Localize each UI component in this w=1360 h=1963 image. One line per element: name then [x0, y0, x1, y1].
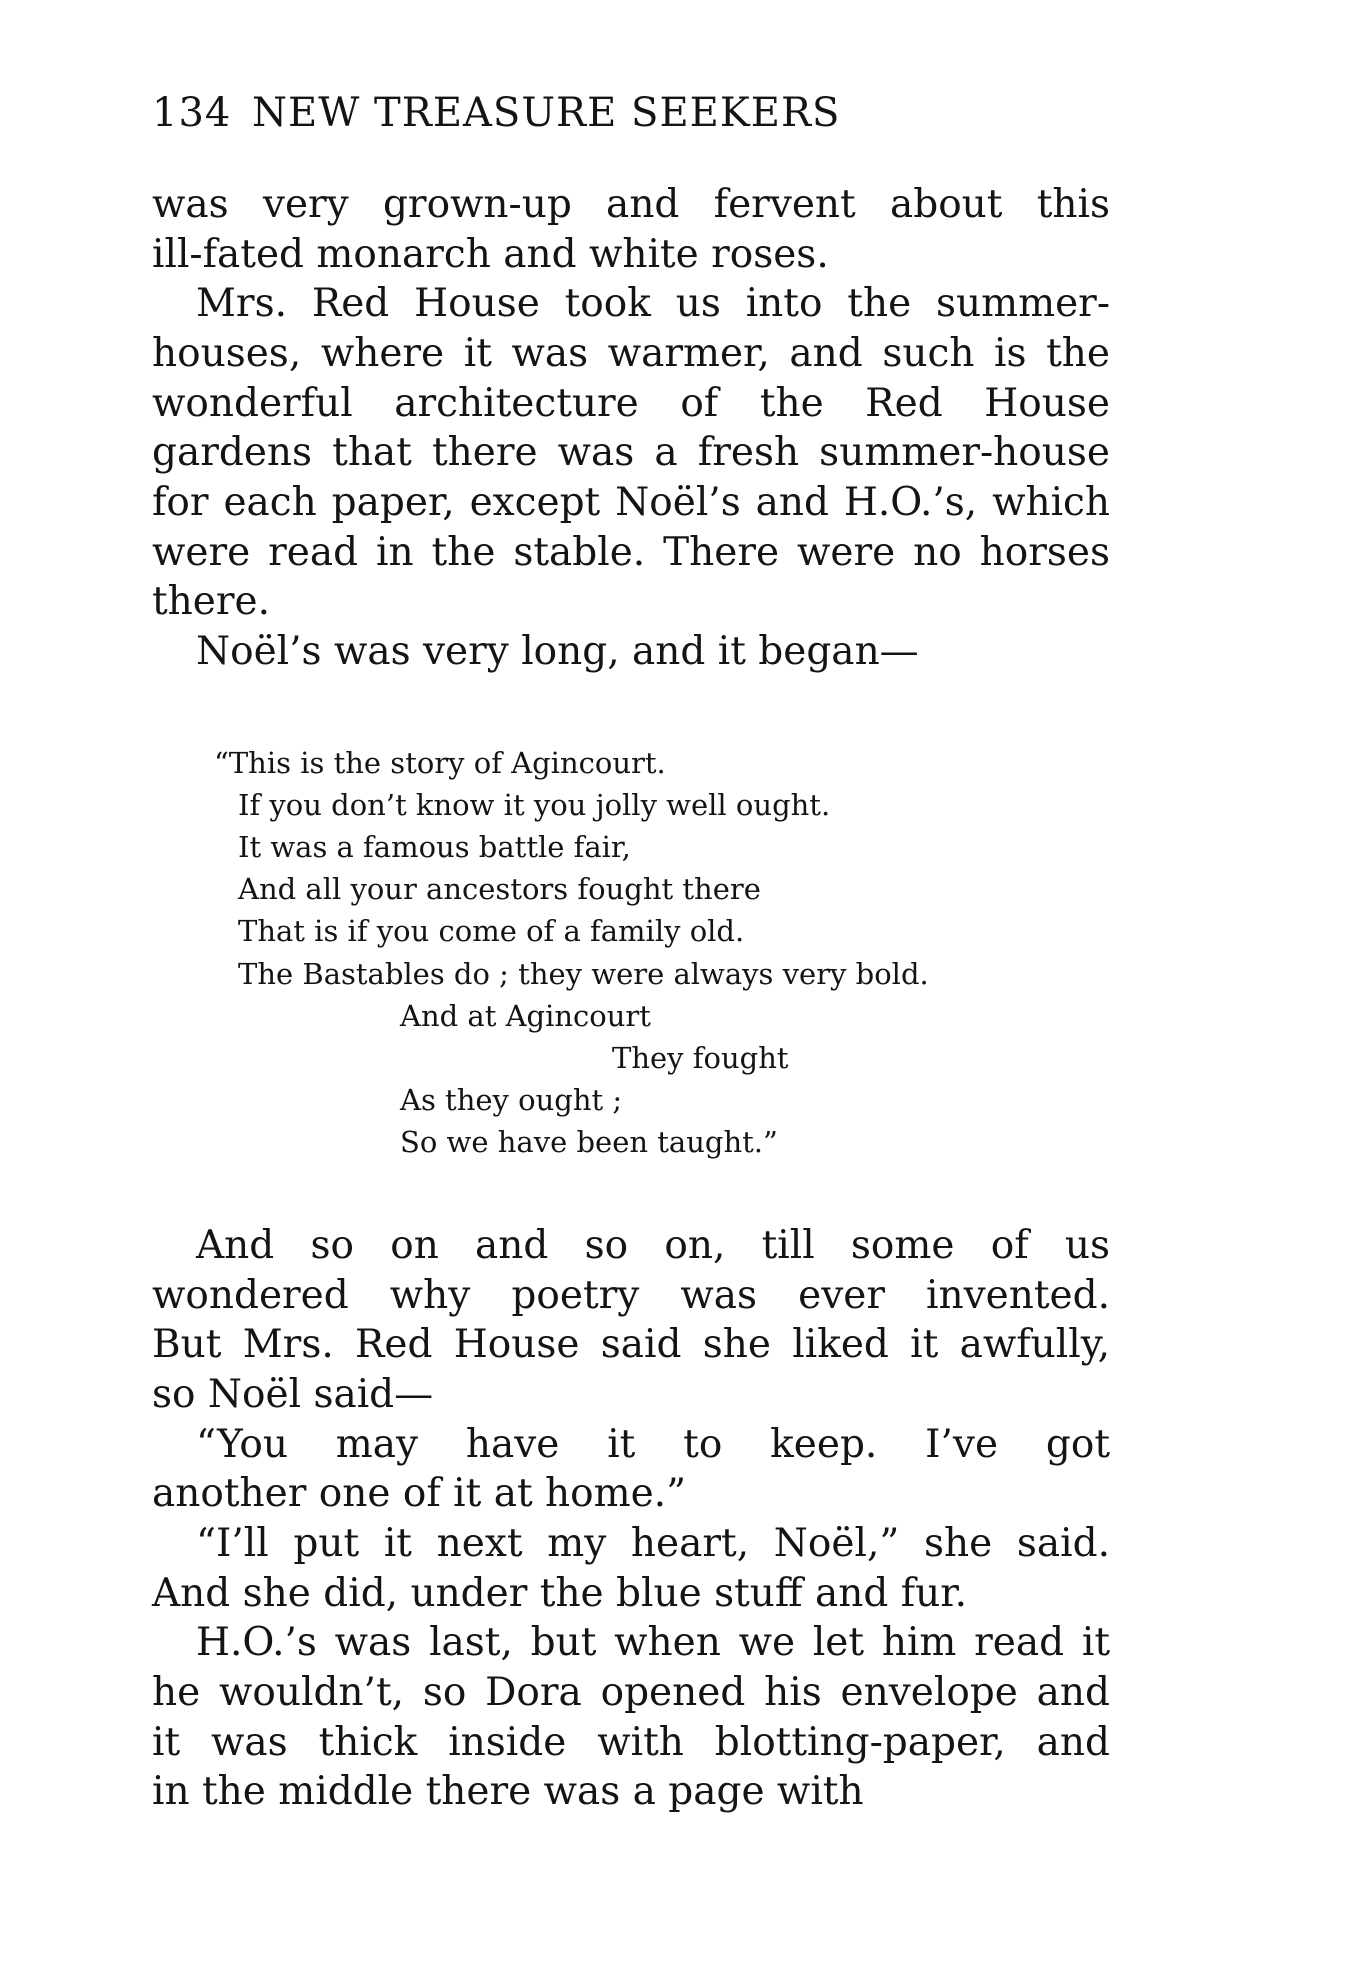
poem-line: “This is the story of Agincourt. [214, 746, 666, 780]
text-line: “You may have it to keep. I’ve got [196, 1422, 1110, 1467]
text-line: another one of it at home.” [152, 1471, 687, 1516]
text-line: H.O.’s was last, but when we let him read it [196, 1620, 1110, 1665]
text-line: wondered why poetry was ever invented. [152, 1273, 1110, 1318]
text-line: And so on and so on, till some of us [196, 1223, 1110, 1268]
text-line: he wouldn’t, so Dora opened his envelope and [152, 1670, 1110, 1715]
text-line: it was thick inside with blotting-paper, and [152, 1720, 1110, 1765]
running-header [152, 88, 972, 138]
text-line: were read in the stable. There were no horses [152, 530, 1110, 575]
poem-line: If you don’t know it you jolly well ought. [238, 788, 831, 822]
poem-line: That is if you come of a family old. [238, 914, 745, 948]
poem-line: They fought [612, 1041, 789, 1075]
poem-line: As they ought ; [400, 1083, 623, 1117]
text-line: for each paper, except Noël’s and H.O.’s, which [152, 480, 1110, 525]
text-line: And she did, under the blue stuff and fur. [152, 1571, 968, 1616]
page-number: 134 [152, 90, 232, 136]
text-line: ill-fated monarch and white roses. [152, 232, 829, 277]
text-line: houses, where it was warmer, and such is the [152, 331, 1110, 376]
poem-line: And all your ancestors fought there [238, 872, 761, 906]
text-line: Noël’s was very long, and it began— [196, 629, 919, 674]
poem-line: It was a famous battle fair, [238, 830, 631, 864]
text-line: “I’ll put it next my heart, Noël,” she said. [196, 1521, 1110, 1566]
text-line: But Mrs. Red House said she liked it awfully, [152, 1322, 1110, 1367]
poem-line: The Bastables do ; they were always very bold. [238, 957, 929, 991]
text-line: there. [152, 579, 270, 624]
text-line: wonderful architecture of the Red House [152, 381, 1110, 426]
text-line: so Noël said— [152, 1372, 434, 1417]
text-line: was very grown-up and fervent about this [152, 182, 1110, 227]
text-line: in the middle there was a page with [152, 1769, 864, 1814]
text-line: gardens that there was a fresh summer-house [152, 430, 1110, 475]
running-title: NEW TREASURE SEEKERS [252, 90, 841, 136]
text-line: Mrs. Red House took us into the summer- [196, 281, 1110, 326]
poem-line: And at Agincourt [400, 999, 651, 1033]
poem-line: So we have been taught.” [400, 1125, 778, 1159]
